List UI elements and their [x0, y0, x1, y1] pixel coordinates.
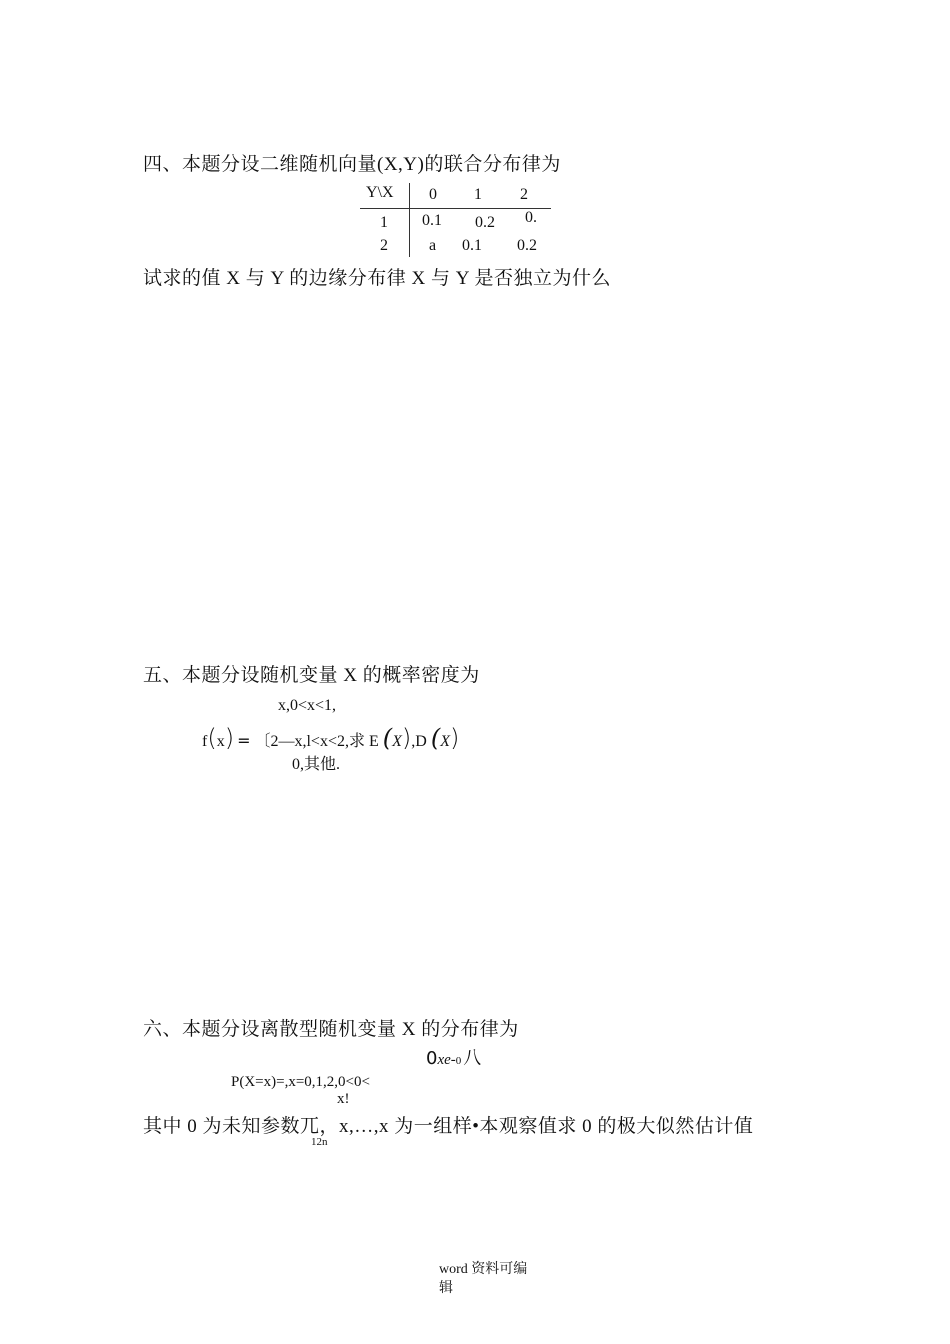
density-line-2: f(x) = 〔2—x,l<x<2,求 E (X),D (X)	[202, 724, 460, 752]
table-cell-r2-c0: a	[429, 237, 437, 254]
density-case-3: 0,其他.	[292, 756, 341, 773]
table-cell-r2-c2: 0.2	[517, 237, 537, 254]
table-col-0: 0	[429, 186, 437, 203]
table-cell-r2-c1: 0.1	[462, 237, 482, 254]
formula-denominator: x!	[337, 1091, 350, 1107]
footer-line-1: word 资料可编	[439, 1262, 528, 1277]
function-arg: x	[216, 733, 225, 750]
table-col-1: 1	[474, 186, 482, 203]
numerator-prefix: 0	[426, 1048, 438, 1069]
table-label-rule	[409, 183, 410, 257]
table-row-2-label: 2	[380, 237, 388, 254]
table-cell-r1-c2: 0.	[525, 209, 537, 226]
table-corner: Y\X	[366, 184, 394, 201]
numerator-small: 0	[455, 1055, 462, 1067]
expectation-arg: X	[392, 733, 402, 750]
problem-5-heading: 五、本题分设随机变量 X 的概率密度为	[143, 665, 480, 686]
table-col-2: 2	[520, 186, 528, 203]
table-cell-r1-c0: 0.1	[422, 212, 442, 229]
variance-arg: X	[440, 733, 451, 750]
problem-6-heading: 六、本题分设离散型随机变量 X 的分布律为	[143, 1019, 519, 1040]
problem-6-question: 其中 0 为未知参数兀，x,…,x 为一组样•本观察值求 0 的极大似然估计值	[143, 1116, 754, 1137]
equals-sign: =	[237, 731, 251, 750]
function-name: f	[202, 733, 208, 750]
formula-main: P(X=x)=,x=0,1,2,0<0<	[231, 1074, 370, 1090]
problem-4-heading: 四、本题分设二维随机向量(X,Y)的联合分布律为	[143, 154, 561, 175]
sample-subscript: 12n	[311, 1136, 328, 1148]
table-cell-r1-c1: 0.2	[475, 214, 495, 231]
density-case-2: 〔2—x,l<x<2,求 E	[254, 733, 379, 750]
variance-prefix: ,D	[411, 733, 427, 750]
density-case-1: x,0<x<1,	[278, 697, 337, 714]
table-header-rule	[360, 208, 551, 209]
footer-line-2: 辑	[439, 1281, 453, 1296]
page-footer	[439, 1260, 527, 1298]
numerator-mid: xe-	[437, 1052, 456, 1068]
table-row-1-label: 1	[380, 214, 388, 231]
problem-4-question: 试求的值 X 与 Y 的边缘分布律 X 与 Y 是否独立为什么	[143, 268, 611, 289]
numerator-suffix: 八	[463, 1048, 482, 1069]
formula-numerator	[426, 1049, 481, 1068]
